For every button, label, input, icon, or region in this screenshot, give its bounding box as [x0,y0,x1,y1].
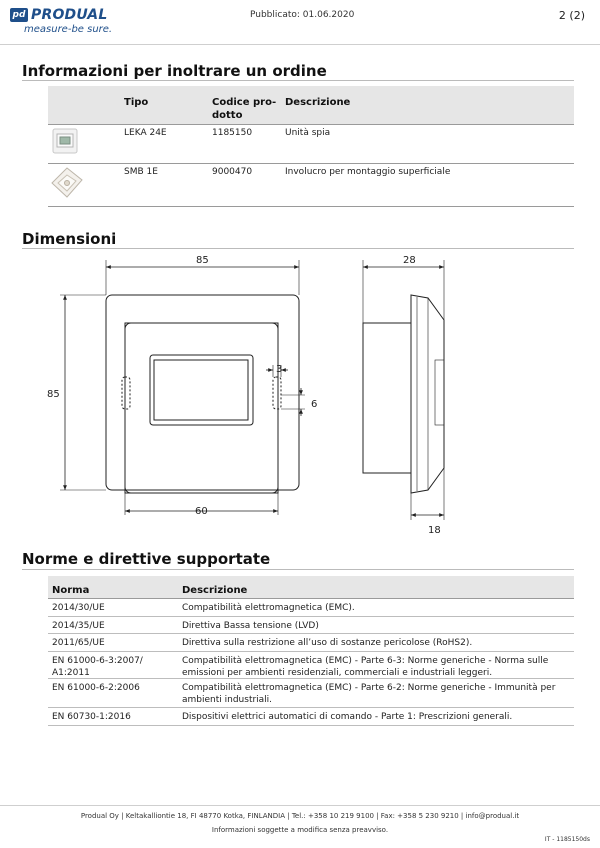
order-row [48,125,574,164]
norm-row [48,679,574,708]
norm-code: EN 61000-6-2:2006 [52,683,140,693]
order-section-rule [22,80,574,81]
dim-front-height: 85 [47,389,60,400]
col-codice-line2: dotto [212,110,243,121]
col-tipo: Tipo [124,97,149,108]
logo-name: PRODUAL [31,7,108,23]
dim-slot-width: 3 [276,364,283,375]
norm-code-line1: EN 61000-6-3:2007/ [52,656,143,666]
norm-code: EN 60730-1:2016 [52,712,131,722]
order-descrizione: Involucro per montaggio superficiale [285,167,451,177]
order-section-title: Informazioni per inoltrare un ordine [22,62,327,80]
order-descrizione: Unità spia [285,128,331,138]
header-divider [0,44,600,45]
right-slot [273,377,281,409]
norms-table-header [48,576,574,599]
front-display-screen [154,360,248,420]
norms-section-title: Norme e direttive supportate [22,550,271,568]
col-norm-descrizione: Descrizione [182,585,248,596]
dimensions-section-rule [22,248,574,249]
side-body [363,323,411,473]
logo-mark: pd [10,8,28,22]
norm-code-line2: A1:2011 [52,668,90,678]
dim-inner-width: 60 [195,506,208,517]
norm-description: Compatibilità elettromagnetica (EMC). [182,603,355,613]
leka-product-image [52,128,78,154]
norm-row [48,617,574,634]
order-codice: 1185150 [212,128,253,138]
side-frame [411,295,444,493]
published-date: Pubblicato: 01.06.2020 [250,10,355,20]
dimension-drawing [0,250,600,540]
norm-description: Compatibilità elettromagnetica (EMC) - Parte 6-2: Norme generiche - Immunità per ambienti industriali. [182,683,556,705]
footer-notice: Informazioni soggette a modifica senza preavviso. [211,826,389,834]
norm-description: Dispositivi elettrici automatici di comando - Parte 1: Prescrizioni generali. [182,712,513,722]
produal-logo [10,8,120,40]
order-table-header [48,86,574,125]
dim-slot-height: 6 [311,399,318,410]
dimensions-section-title: Dimensioni [22,230,117,248]
norm-description: Direttiva sulla restrizione all’uso di sostanze pericolose (RoHS2). [182,638,473,648]
norm-row [48,599,574,617]
footer-company: Produal Oy | Keltakalliontie 18, FI 48770 Kotka, FINLANDIA | Tel.: +358 10 219 9100 | Fax: +358 5 230 9210 | info@produal.it [80,812,520,820]
document-code: IT - 1185150ds [544,836,590,843]
norm-row [48,634,574,652]
norm-row [48,652,574,679]
col-descrizione: Descrizione [285,97,351,108]
order-tipo: LEKA 24E [124,128,167,138]
norm-row [48,708,574,726]
dim-side-depth: 28 [403,255,416,266]
norm-code: 2011/65/UE [52,638,105,648]
dim-front-width: 85 [196,255,209,266]
order-row [48,164,574,207]
logo-tagline: measure-be sure. [24,24,113,35]
left-slot [122,377,130,409]
order-tipo: SMB 1E [124,167,158,177]
norm-description: Direttiva Bassa tensione (LVD) [182,621,319,631]
norm-code: 2014/30/UE [52,603,105,613]
col-codice-line1: Codice pro- [212,97,277,108]
dim-side-base: 18 [428,525,441,536]
order-codice: 9000470 [212,167,253,177]
front-frame-outline [106,295,299,490]
footer-divider [0,805,600,806]
norm-code: 2014/35/UE [52,621,105,631]
front-frame-inner [125,323,278,493]
smb-product-image [50,166,84,200]
col-norma: Norma [52,585,90,596]
page-number: 2 (2) [558,9,585,22]
norms-section-rule [22,569,574,570]
front-display-outline [150,355,253,425]
norm-description: Compatibilità elettromagnetica (EMC) - Parte 6-3: Norme generiche - Norma sulle emissioni per ambienti residenziali, commerciali e industriali leggeri. [182,656,549,678]
